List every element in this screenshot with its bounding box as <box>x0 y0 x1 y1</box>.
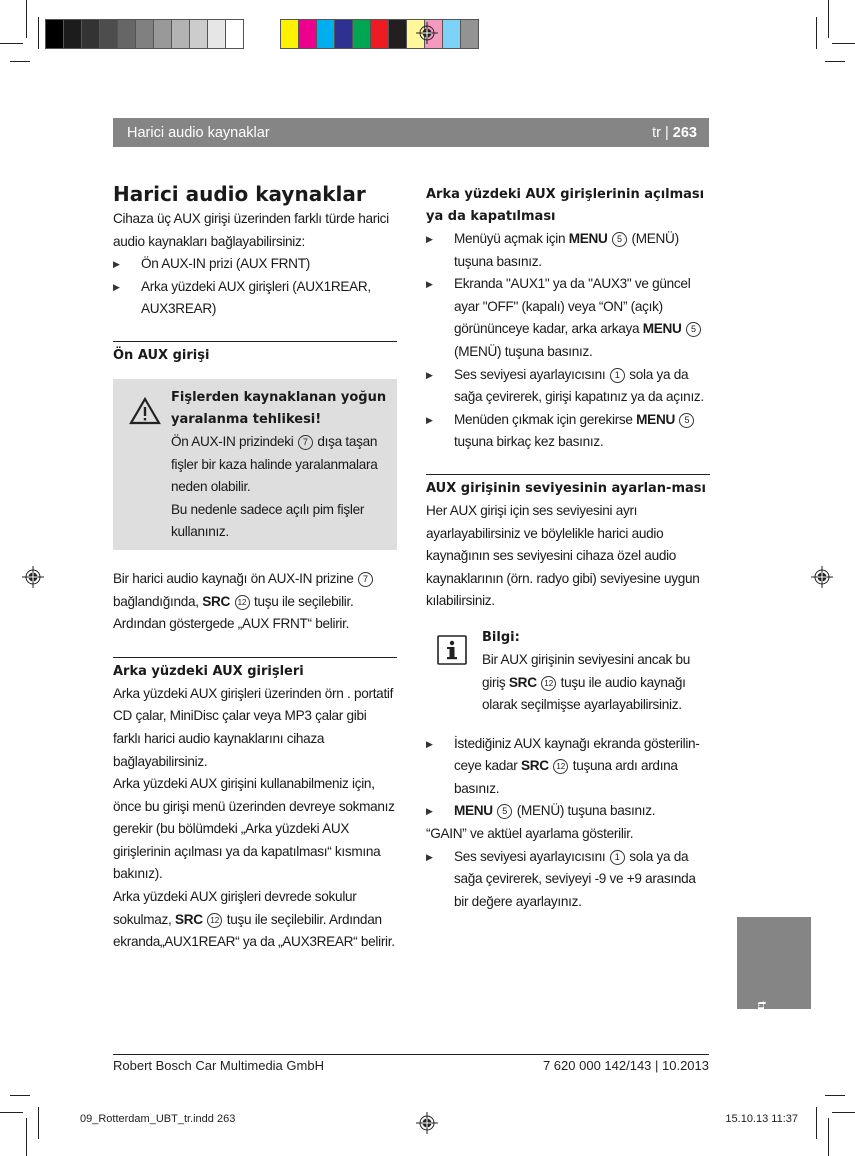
footer-publisher: Robert Bosch Car Multimedia GmbH <box>113 1058 324 1073</box>
color-swatch <box>226 20 243 48</box>
callout-number: 5 <box>679 413 694 428</box>
running-header <box>113 118 709 147</box>
header-title: Harici audio kaynaklar <box>127 124 270 141</box>
menu-key: MENU <box>636 411 675 427</box>
warning-triangle-icon <box>129 397 161 425</box>
registration-mark-icon <box>416 1112 438 1134</box>
callout-number: 12 <box>553 759 568 774</box>
rear-aux-paragraph: Arka yüzdeki AUX girişleri devrede sokulur sokulmaz, SRC 12 tuşu ile seçilebilir. Ardından ekranda„AUX1REAR“ ya da „AUX3REAR“ belirir. <box>113 889 395 950</box>
color-swatch <box>389 20 406 48</box>
color-swatch <box>281 20 298 48</box>
left-column <box>113 180 397 954</box>
rear-aux-paragraph: Arka yüzdeki AUX girişini kullanabilmeniz için, önce bu girişi menü üzerinden devreye sokmanız gerekir (bu bölümdeki „Arka yüzdeki AUX girişlerinin açılması ya da kapatılması“ kısmına bakınız). <box>113 776 395 882</box>
footer-doc-number: 7 620 000 142/143 | 10.2013 <box>542 1058 709 1073</box>
callout-number: 12 <box>541 676 556 691</box>
list-item: ▶ MENU 5 (MENÜ) tuşuna basınız. <box>426 800 710 823</box>
color-swatch <box>353 20 370 48</box>
color-swatch <box>64 20 81 48</box>
warning-text: Bu nedenle sadece açılı pim fişler kullanınız. <box>171 501 365 540</box>
list-item: ▶ Menüyü açmak için MENU 5 (MENÜ) tuşuna basınız. <box>426 228 710 273</box>
color-swatch <box>461 20 478 48</box>
color-swatch <box>190 20 207 48</box>
info-box <box>426 627 710 717</box>
list-item: ▶ Ön AUX-IN prizi (AUX FRNT) <box>113 253 397 276</box>
level-steps-list <box>426 733 710 823</box>
result-text: “GAIN” ve aktüel ayarlama gösterilir. <box>426 826 634 842</box>
warning-title: Fişlerden kaynaklanan yoğun yaralanma tehlikesi! <box>171 389 387 427</box>
color-swatch <box>443 20 460 48</box>
color-swatch <box>118 20 135 48</box>
section-divider <box>113 657 397 658</box>
color-calibration-bar <box>280 19 479 49</box>
list-item: ▶ Ekranda "AUX1" ya da "AUX3" ve güncel ayar "OFF" (kapalı) veya “ON” (açık) görününceye kadar, arka arkaya MENU 5 (MENÜ) tuşuna basınız. <box>426 273 710 363</box>
color-swatch <box>100 20 117 48</box>
src-key: SRC <box>508 674 537 690</box>
callout-number: 12 <box>235 595 250 610</box>
menu-key: MENU <box>642 321 682 337</box>
section-divider <box>113 341 397 342</box>
color-swatch <box>136 20 153 48</box>
callout-number: 1 <box>610 850 625 865</box>
crop-mark <box>10 61 30 62</box>
intro-bullet-list <box>113 253 397 321</box>
info-title: Bilgi: <box>482 629 520 645</box>
crop-mark <box>832 43 855 44</box>
list-item: ▶ Ses seviyesi ayarlayıcısını 1 sola ya da sağa çevirerek, girişi kapatınız ya da açınız. <box>426 364 710 409</box>
callout-number: 5 <box>686 322 701 337</box>
list-item: ▶ İstediğiniz AUX kaynağı ekranda gösterilin-ceye kadar SRC 12 tuşuna ardı ardına basınız. <box>426 733 710 801</box>
language-side-tab <box>737 917 811 1012</box>
crop-mark <box>26 1118 27 1156</box>
registration-mark-icon <box>22 566 44 588</box>
callout-number: 5 <box>612 232 627 247</box>
color-swatch <box>82 20 99 48</box>
warning-text: Ön AUX-IN prizindeki 7 dışa taşan fişler bir kaza halinde yaralanmalara neden olabilir. <box>171 433 378 495</box>
info-icon <box>437 635 467 665</box>
color-swatch <box>46 20 63 48</box>
list-item: ▶ Menüden çıkmak için gerekirse MENU 5 tuşuna birkaç kez basınız. <box>426 409 710 454</box>
section-heading-toggle-rear-aux: Arka yüzdeki AUX girişlerinin açılması ya da kapatılması <box>426 187 705 224</box>
color-swatch <box>172 20 189 48</box>
callout-number: 12 <box>207 913 222 928</box>
header-page-ref: tr | 263 <box>652 124 697 141</box>
color-swatch <box>208 20 225 48</box>
header-lang: tr <box>652 124 661 141</box>
section-heading-rear-aux: Arka yüzdeki AUX girişleri <box>113 663 304 679</box>
callout-number: 1 <box>610 368 625 383</box>
rear-aux-paragraph: Arka yüzdeki AUX girişleri üzerinden örn . portatif CD çalar, MiniDisc çalar veya MP3 çalar gibi farklı harici audio kaynaklarını cihaza bağlayabilirsiniz. <box>113 685 394 769</box>
info-text: Bir AUX girişinin seviyesini ancak bu giriş SRC 12 tuşu ile audio kaynağı olarak seçilmişse ayarlayabilirsiniz. <box>482 651 691 713</box>
section-heading-aux-level: AUX girişinin seviyesinin ayarlan-ması <box>426 480 706 496</box>
crop-mark <box>0 43 23 44</box>
src-key: SRC <box>202 593 231 609</box>
section-heading-front-aux: Ön AUX girişi <box>113 347 210 363</box>
slug-filename: 09_Rotterdam_UBT_tr.indd 263 <box>80 1113 236 1125</box>
intro-paragraph: Cihaza üç AUX girişi üzerinden farklı türde harici audio kaynakları bağlayabilirsiniz: <box>113 211 389 249</box>
callout-number: 7 <box>358 572 373 587</box>
crop-mark <box>825 1095 845 1096</box>
crop-mark <box>26 0 27 38</box>
color-swatch <box>317 20 334 48</box>
section-divider <box>426 474 710 475</box>
src-key: SRC <box>520 758 549 774</box>
page-title: Harici audio kaynaklar <box>113 182 366 206</box>
crop-mark <box>825 61 845 62</box>
callout-number: 5 <box>497 804 512 819</box>
callout-number: 7 <box>298 435 313 450</box>
side-tab-label: tr <box>755 1001 768 1012</box>
crop-mark <box>38 1107 39 1139</box>
crop-mark <box>38 17 39 49</box>
color-swatch <box>371 20 388 48</box>
crop-mark <box>828 0 829 38</box>
footer-divider <box>113 1054 709 1055</box>
list-item: ▶ Ses seviyesi ayarlayıcısını 1 sola ya da sağa çevirerek, seviyeyi -9 ve +9 arasında bir değere ayarlayınız. <box>426 846 710 914</box>
grayscale-calibration-bar <box>45 19 244 49</box>
level-steps-list-2 <box>426 846 710 914</box>
registration-mark-icon <box>811 566 833 588</box>
crop-mark <box>816 17 817 49</box>
page-number: 263 <box>672 124 697 141</box>
menu-key: MENU <box>568 231 608 246</box>
crop-mark <box>0 1112 23 1113</box>
color-swatch <box>335 20 352 48</box>
color-swatch <box>154 20 171 48</box>
crop-mark <box>828 1118 829 1156</box>
crop-mark <box>832 1112 855 1113</box>
registration-mark-icon <box>416 22 438 44</box>
crop-mark <box>10 1095 30 1096</box>
toggle-steps-list <box>426 228 710 454</box>
level-paragraph: Her AUX girişi için ses seviyesini ayrı ayarlayabilirsiniz ve böylelikle harici audio kaynağının ses seviyesini cihaza özel audio kaynaklarının (örn. radyo gibi) seviyesine uygun kılabilirsiniz. <box>426 502 700 609</box>
slug-timestamp: 15.10.13 11:37 <box>725 1113 798 1125</box>
front-aux-paragraph: Bir harici audio kaynağı ön AUX-IN prizine 7 bağlandığında, SRC 12 tuşu ile seçilebilir. Ardından göstergede „AUX FRNT“ belirir. <box>113 568 397 636</box>
list-item: ▶ Arka yüzdeki AUX girişleri (AUX1REAR, AUX3REAR) <box>113 276 397 321</box>
color-swatch <box>299 20 316 48</box>
src-key: SRC <box>174 911 203 927</box>
warning-box <box>113 379 397 550</box>
menu-key: MENU <box>454 803 493 819</box>
right-column <box>426 180 710 913</box>
crop-mark <box>816 1107 817 1139</box>
